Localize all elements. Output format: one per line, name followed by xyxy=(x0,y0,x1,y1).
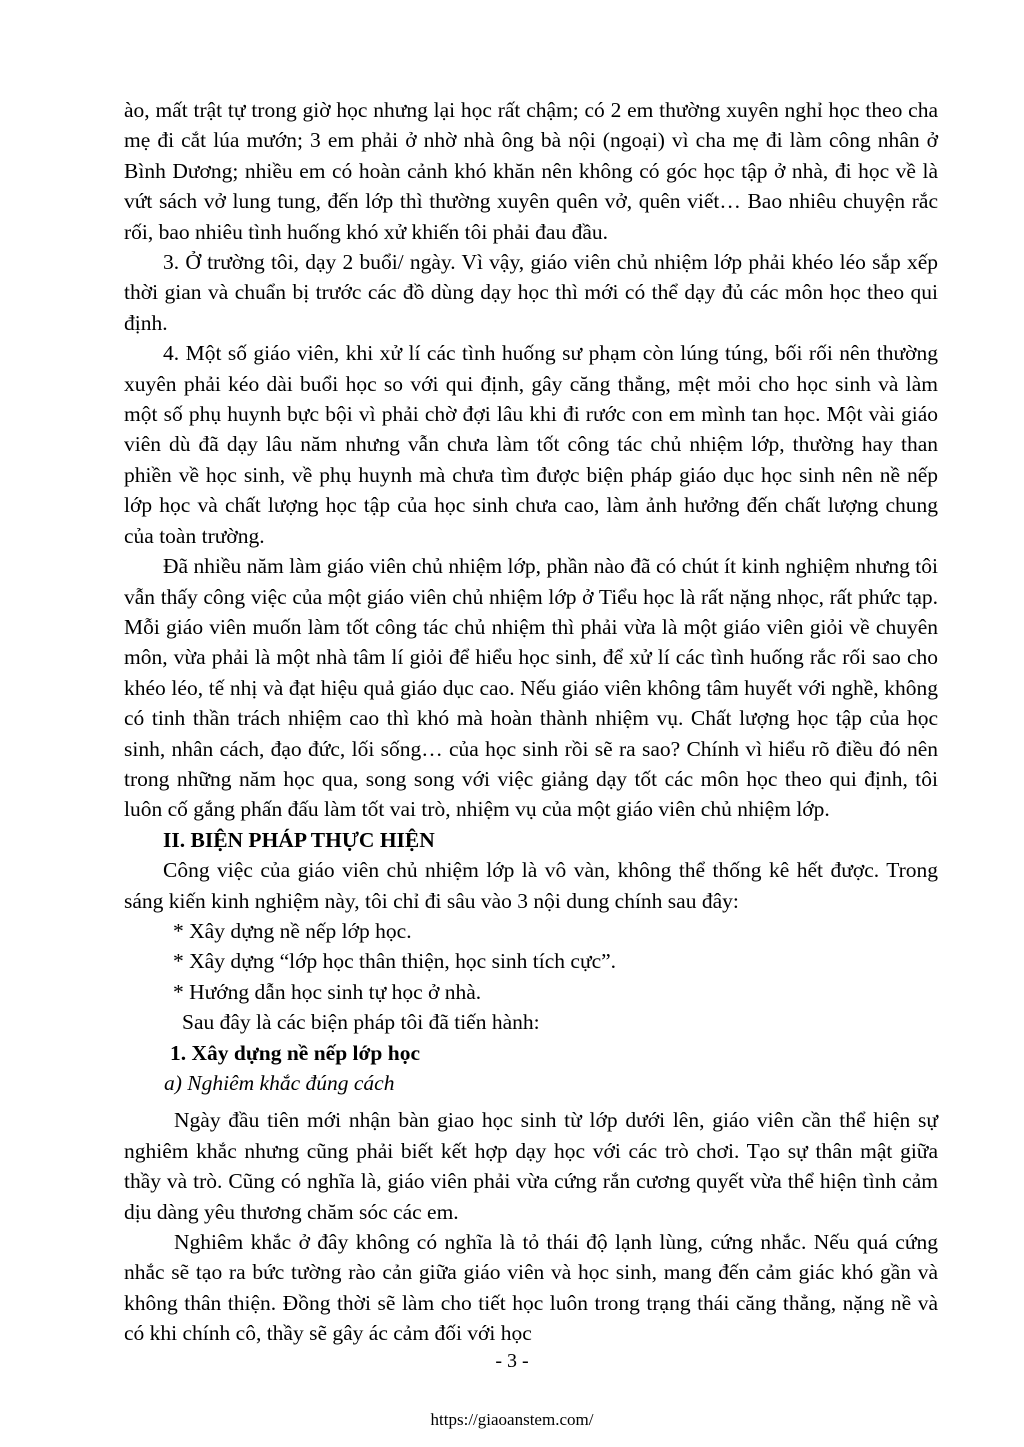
section-intro: Công việc của giáo viên chủ nhiệm lớp là vô vàn, không thể thống kê hết được. Trong sáng kiến kinh nghiệm này, tôi chỉ đi sâu vào 3 nội dung chính sau đây: xyxy=(124,858,938,913)
document-body xyxy=(124,95,938,1349)
paragraph-experience: Đã nhiều năm làm giáo viên chủ nhiệm lớp, phần nào đã có chút ít kinh nghiệm nhưng tôi vẫn thấy công việc của một giáo viên chủ nhiệm lớp ở Tiểu học là rất nặng nhọc, rất phức tạp. Mỗi giáo viên muốn làm tốt công tác chủ nhiệm thì phải vừa là một giáo viên giỏi về chuyên môn, vừa phải là một nhà tâm lí giỏi để hiểu học sinh, để xử lí các tình huống rắc rối sao cho khéo léo, tế nhị và đạt hiệu quả giáo dục cao. Nếu giáo viên không tâm huyết với nghề, không có tinh thần trách nhiệm cao thì khó mà hoàn thành nhiệm vụ. Chất lượng học tập của học sinh, nhân cách, đạo đức, lối sống… của học sinh rồi sẽ ra sao? Chính vì hiểu rõ điều đó nên trong những năm học qua, song song với việc giảng dạy tốt các môn học theo qui định, tôi luôn cố gắng phấn đấu làm tốt vai trò, nhiệm vụ của một giáo viên chủ nhiệm lớp. xyxy=(124,554,938,822)
section-heading-2: II. BIỆN PHÁP THỰC HIỆN xyxy=(163,827,435,852)
bullet-item-1: * Xây dựng nề nếp lớp học. xyxy=(173,918,412,943)
subsection-heading-1a: a) Nghiêm khắc đúng cách xyxy=(164,1071,395,1095)
lead-sentence: Sau đây là các biện pháp tôi đã tiến hành: xyxy=(182,1010,540,1035)
page-number: - 3 - xyxy=(495,1350,529,1372)
subsection-heading-1: 1. Xây dựng nề nếp lớp học xyxy=(170,1040,421,1065)
paragraph-item-3: 3. Ở trường tôi, dạy 2 buổi/ ngày. Vì vậy, giáo viên chủ nhiệm lớp phải khéo léo sắp xếp thời gian và chuẩn bị trước các đồ dùng dạy học thì mới có thể dạy đủ các môn học theo qui định. xyxy=(124,250,938,335)
footer-url: https://giaoanstem.com/ xyxy=(430,1410,594,1429)
bullet-item-3: * Hướng dẫn học sinh tự học ở nhà. xyxy=(173,979,482,1004)
paragraph-strict-1: Ngày đầu tiên mới nhận bàn giao học sinh từ lớp dưới lên, giáo viên cần thể hiện sự nghiêm khắc nhưng cũng phải biết kết hợp dạy học với các trò chơi. Tạo sự thân mật giữa thầy và trò. Cũng có nghĩa là, giáo viên phải vừa cứng rắn cương quyết vừa thể hiện tình cảm dịu dàng yêu thương chăm sóc các em. xyxy=(124,1108,938,1224)
paragraph-continuation: ào, mất trật tự trong giờ học nhưng lại học rất chậm; có 2 em thường xuyên nghỉ học theo cha mẹ đi cắt lúa mướn; 3 em phải ở nhờ nhà ông bà nội (ngoại) vì cha mẹ đi làm công nhân ở Bình Dương; nhiều em có hoàn cảnh khó khăn nên không có góc học tập ở nhà, đi học về là vứt sách vở lung tung, đến lớp thì thường xuyên quên vở, quên viết… Bao nhiêu chuyện rắc rối, bao nhiêu tình huống khó xử khiến tôi phải đau đầu. xyxy=(124,98,938,244)
paragraph-strict-2: Nghiêm khắc ở đây không có nghĩa là tỏ thái độ lạnh lùng, cứng nhắc. Nếu quá cứng nhắc sẽ tạo ra bức tường rào cản giữa giáo viên và học sinh, mang đến cảm giác khó gần và không thân thiện. Đồng thời sẽ làm cho tiết học luôn trong trạng thái căng thẳng, nặng nề và có khi chính cô, thầy sẽ gây ác cảm đối với học xyxy=(124,1230,938,1346)
bullet-item-2: * Xây dựng “lớp học thân thiện, học sinh tích cực”. xyxy=(173,949,617,974)
paragraph-item-4: 4. Một số giáo viên, khi xử lí các tình huống sư phạm còn lúng túng, bối rối nên thường xuyên phải kéo dài buổi học so với qui định, gây căng thẳng, mệt mỏi cho học sinh và làm một số phụ huynh bực bội vì phải chờ đợi lâu khi đi rước con em mình tan học. Một vài giáo viên dù đã dạy lâu năm nhưng vẫn chưa làm tốt công tác chủ nhiệm lớp, thường hay than phiền về học sinh, về phụ huynh mà chưa tìm được biện pháp giáo dục học sinh nên nề nếp lớp học và chất lượng học tập của học sinh chưa cao, làm ảnh hưởng đến chất lượng chung của toàn trường. xyxy=(124,341,938,548)
